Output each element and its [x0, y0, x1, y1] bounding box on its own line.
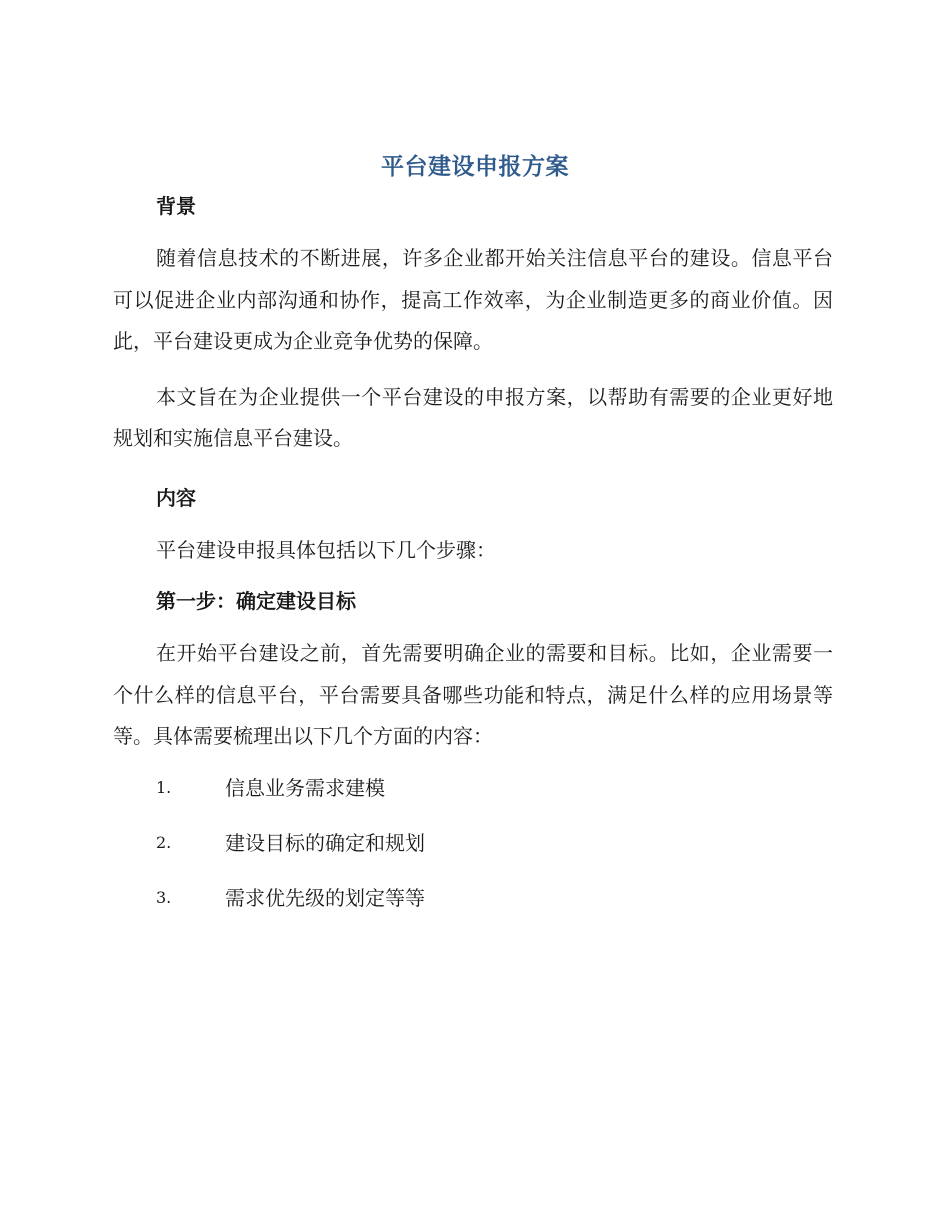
- section-heading-background: 背景: [156, 194, 196, 218]
- document-title: 平台建设申报方案: [381, 154, 569, 180]
- step1-paragraph: 在开始平台建设之前，首先需要明确企业的需要和目标。比如，企业需要一个什么样的信息平台，平台需要具备哪些功能和特点，满足什么样的应用场景等等。具体需要梳理出以下几个方面的内容：: [113, 641, 833, 748]
- list-item-number: 1.: [156, 777, 172, 797]
- spacer: [113, 363, 833, 377]
- list-item-text: 需求优先级的划定等等: [225, 885, 425, 910]
- list-item: [113, 772, 833, 827]
- list-item-number: 2.: [156, 832, 172, 852]
- spacer: [113, 222, 833, 238]
- document-body: [113, 190, 833, 937]
- list-item-number: 3.: [156, 887, 172, 907]
- section-heading-content: 内容: [156, 485, 196, 510]
- spacer: [113, 571, 833, 585]
- spacer: [113, 460, 833, 482]
- background-paragraph-1: 随着信息技术的不断进展，许多企业都开始关注信息平台的建设。信息平台可以促进企业内部沟通和协作，提高工作效率，为企业制造更多的商业价值。因此，平台建设更成为企业竞争优势的保障。: [113, 246, 833, 353]
- content-intro: 平台建设申报具体包括以下几个步骤：: [156, 537, 496, 562]
- step1-heading: 第一步：确定建设目标: [156, 589, 356, 613]
- spacer: [113, 514, 833, 530]
- spacer: [113, 617, 833, 633]
- list-item: [113, 882, 833, 937]
- background-paragraph-2: 本文旨在为企业提供一个平台建设的申报方案，以帮助有需要的企业更好地规划和实施信息平台建设。: [113, 384, 833, 450]
- list-item-text: 建设目标的确定和规划: [225, 830, 425, 855]
- step1-list: [113, 772, 833, 937]
- spacer: [113, 758, 833, 772]
- list-item: [113, 827, 833, 882]
- list-item-text: 信息业务需求建模: [225, 775, 385, 800]
